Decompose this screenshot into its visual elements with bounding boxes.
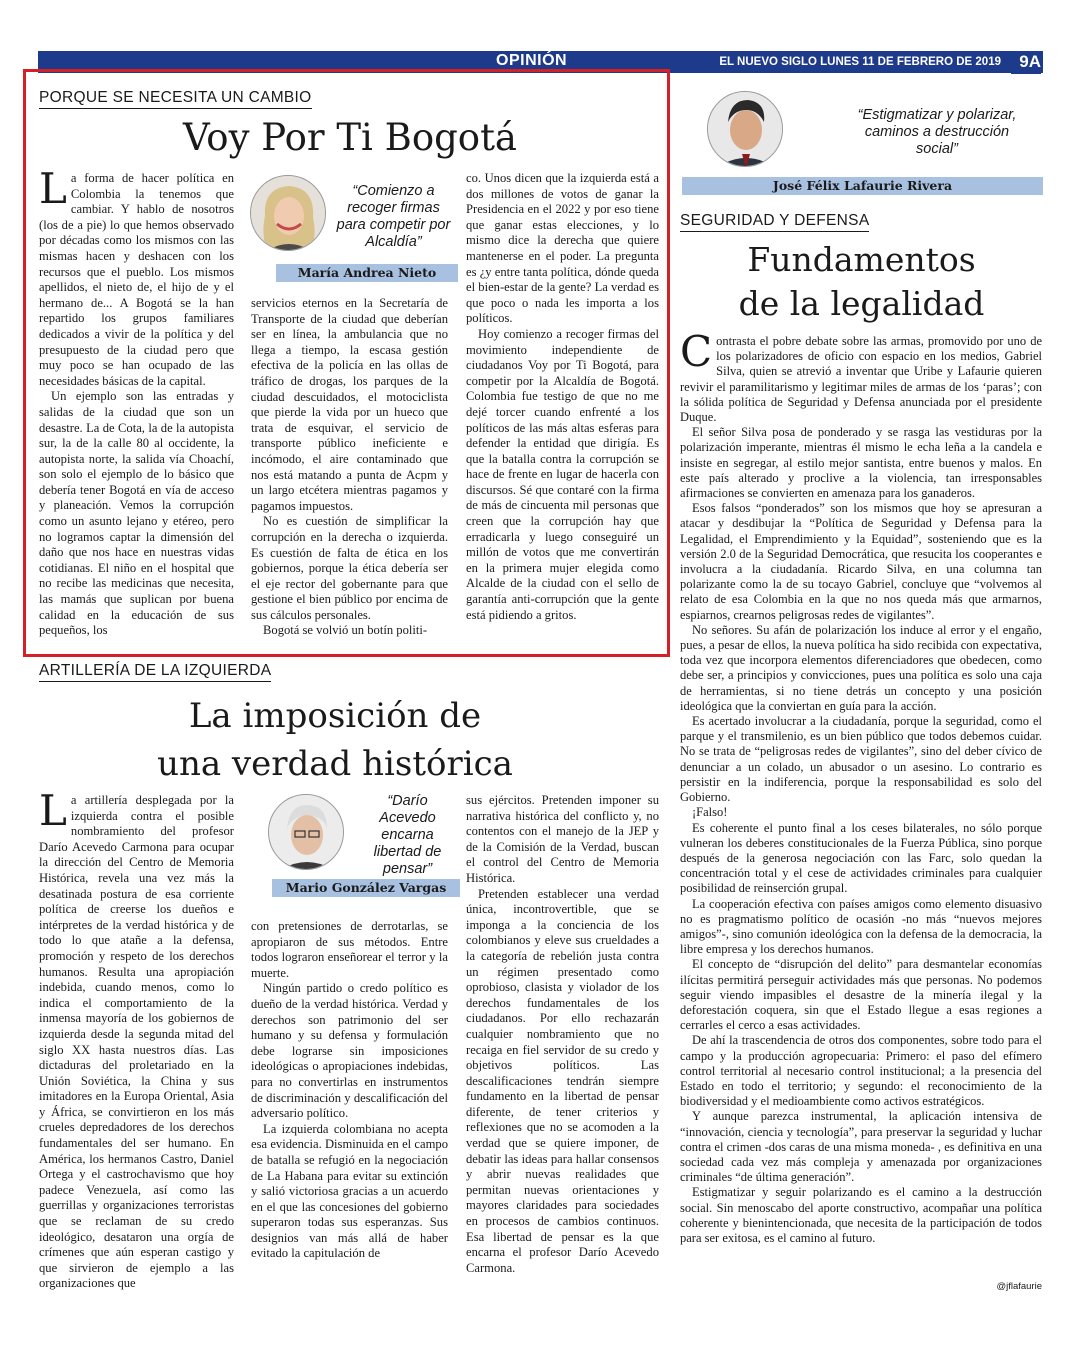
article1-column-2 <box>251 296 448 639</box>
paragraph: El concepto de “disrupción del delito” para desmantelar economías ilícitas permitirá perseguir actividades más que personas. No podemos seguir viendo impasibles el desastre de la minería ilegal y la deforestación coquera, sin que el Estado llegue a esas regiones a cerrarles el cerco a esas actividades. <box>680 957 1042 1033</box>
article2-column-2 <box>251 919 448 1262</box>
paragraph: No es cuestión de simplificar la corrupción en la derecha o izquierda. Es cuestión de falta de ética en los gobiernos, porque la ética debería ser el eje rector del gobernante para que gestione el bien público por encima de sus cálculos personales. <box>251 514 448 622</box>
paper-date: EL NUEVO SIGLO LUNES 11 DE FEBRERO DE 2019 <box>719 56 1001 68</box>
article2-column-1 <box>39 786 234 1292</box>
paragraph: Ningún partido o credo político es dueño de la verdad histórica. Verdad y derechos son patrimonio del ser humano y su defensa y formulación debe lograrse sin imposiciones ideológicas o apropiaciones indebidas, para no convertirlas en instrumentos de discriminación y descalificación del adversario político. <box>251 981 448 1121</box>
pull-quote: “Comienzo a recoger firmas para competir por Alcaldía” <box>336 183 451 250</box>
author-photo <box>707 91 783 167</box>
headline-line-1: La imposición de <box>188 696 482 736</box>
paragraph: No señores. Su afán de polarización los induce al error y el engaño, pues, a pesar de ellos, la nueva política ha sido recibida con expectativa, toda vez que incorpora elementos diferenciadores que obedecen, como debe ser, a principios y convicciones, pues una política es solo una caja de herramientas, si no tiene detrás un concepto y una posición ideológica que la conviertan en guía para la acción. <box>680 622 1042 713</box>
pull-quote: “Estigmatizar y polarizar, caminos a destrucción social” <box>857 107 1017 157</box>
article2-headline <box>40 692 630 788</box>
paragraph: Estigmatizar y seguir polarizando es el camino a la destrucción social. Sin menoscabo del aporte constructivo, acompañar una política coherente y bienintencionada, que necesita de la participación de todos para ser exitosa, es el camino al futuro. <box>680 1185 1042 1245</box>
author-photo <box>268 794 344 870</box>
article3-column <box>680 327 1042 1246</box>
article1-column-3 <box>466 171 659 623</box>
headline-line-2: de la legalidad <box>738 284 985 323</box>
article2-kicker: ARTILLERÍA DE LA IZQUIERDA <box>39 662 271 682</box>
article1-column-1 <box>39 164 234 639</box>
paragraph: servicios eternos en la Secretaría de Transporte de la ciudad que deberían ser en línea, la ambulancia que no llega a tiempo, la escasa gestión efectiva de la policía en las ollas de tráfico de drogas, los parques de la ciudad descuidados, el motociclista que pierde la vida por un hueco que trata de esquivar, el servicio de transporte público ineficiente e incómodo, el aire contaminado que nos está matando a punta de Acpm y un largo etcétera mientras pagamos y pagamos impuestos. <box>251 296 448 513</box>
paragraph: La cooperación efectiva con países amigos como elemento disuasivo no es pragmatismo político de ocasión -no más “nuevos mejores amigos”-, sino comunión ideológica con la defensa de la democracia, la libre empresa y los derechos humanos. <box>680 896 1042 957</box>
paragraph: La izquierda colombiana no acepta esa evidencia. Disminuida en el campo de batalla se refugió en la negociación de La Habana para evitar su extinción y salió victoriosa gracias a un acuerdo en el que las concesiones del gobierno superaron todas sus esperanzas. Sus designios van más allá de haber evitado la capitulación de <box>251 1121 448 1261</box>
section-title: OPINIÓN <box>496 52 568 69</box>
author-signature: @jflafaurie <box>996 1281 1042 1292</box>
article2-author-box <box>250 790 460 902</box>
paragraph: Un ejemplo son las entradas y salidas de la ciudad que son un desastre. La de Cota, la de la autopista sur, la de la calle 80 al occidente, la autopista norte, la salida vía Choachí, son solo el ejemplo de lo básico que debería tener Bogotá en vía de acceso y planeación. Vemos la corrupción como un asunto lejano y etéreo, pero no logramos captar la dimensión del daño que nos hace en nuestras vidas cotidianas. El niño en el hospital que no recibe las medicinas que necesita, las mamás que suplican por buena calidad en la educación de sus pequeños, los <box>39 389 234 638</box>
article3-author-box <box>682 89 1043 197</box>
paragraph: ¡Falso! <box>692 805 728 820</box>
paragraph: Bogotá se volvió un botín politi- <box>263 623 428 638</box>
paragraph: Pretenden establecer una verdad única, incontrovertible, que se imponga a la conciencia de los colombianos y eleve sus crueldades a la categoría de rebelión justa contra un régimen presentado como oprobioso, clasista y violador de los derechos fundamentales de los ciudadanos. Por ello rechazarán cualquier nombramiento que no recaiga en fiel servidor de su credo y objetivos políticos. Las descalificaciones tendrán siempre fundamento en la libertad de pensar diferente, de tener criterios y reflexiones que no se acomoden a la verdad que se quiere imponer, de debatir las ideas para hallar consensos y abrir nuevas realidades que permitan nuevas orientaciones y mayores claridades para sociedades en procesos de cambios continuos. Esa libertad de pensar es la que encarna el profesor Darío Acevedo Carmona. <box>466 886 659 1275</box>
article1-kicker: PORQUE SE NECESITA UN CAMBIO <box>39 89 312 109</box>
paragraph: a artillería desplegada por la izquierda contra el posible nombramiento del profesor Darío Acevedo Carmona para ocupar la dirección del Centro de Memoria Histórica, revela una vez más la desatinada postura de esa corriente política de creerse los dueños e intérpretes de la verdad histórica y de todo lo que atañe a la defensa, promoción y respeto de los derechos humanos. Resulta una apropiación indebida, cuando menos, como lo indica el comportamiento de la inmensa mayoría de los gobiernos de izquierda desde la segunda mitad del siglo XX hasta nuestros días. Las dictaduras del proletariado en la Unión Soviética, la China y sus imitadores en la Europa Oriental, Asia y África, se convirtieron en los más crueles depredadores de los derechos fundamentales del ser humano. En América, los hermanos Castro, Daniel Ortega y el castrochavismo que hoy padece Venezuela, así como las guerrillas y organizaciones terroristas que se reclaman de su credo ideológico, desataron una orgía de crímenes que aún esperan castigo y que sirvieron de ejemplo a las organizaciones que <box>39 793 234 1291</box>
headline-line-2: una verdad histórica <box>157 744 513 784</box>
dropcap: L <box>39 786 67 835</box>
dropcap: L <box>39 164 67 213</box>
author-name: Mario González Vargas <box>272 879 460 897</box>
paragraph: Hoy comienzo a recoger firmas del movimiento independiente de ciudadanos Voy por Ti Bogotá, para competir por la Alcaldía de Bogotá. Colombia fue testigo de que no me dejé torcer cuando enfrenté a los políticos de las más altas esferas para defender la entidad que dirigía. Es que la batalla contra la corrupción se hace de frente en lugar de hacerla con discursos. Sé que contaré con la firma de más de cincuenta mil personas que creen que la corrupción hay que erradicarla y luego conseguiré un millón de votos que me convertirán en la primera mujer elegida como Alcalde de la ciudad con el sello de garantía anti-corrupción que la gente está pidiendo a gritos. <box>466 326 659 622</box>
paragraph: ontrasta el pobre debate sobre las armas, promovido por uno de los polarizadores de oficio con espacio en los medios, Gabriel Silva, quien se atrevió a inventar que Uribe y Lafaurie quieren revivir el paramilitarismo y legitimar miles de armas de los ‘paras’; con la sólida política de Seguridad y Defensa anunciada por el presidente Duque. <box>680 334 1042 425</box>
page-number: 9A <box>1011 52 1041 74</box>
article3-kicker: SEGURIDAD Y DEFENSA <box>680 212 869 232</box>
article1-author-box <box>248 170 458 285</box>
paragraph: co. Unos dicen que la izquierda está a dos millones de votos de ganar la Presidencia en el 2022 y por eso tiene que ganar estas elecciones, y lo mismo dice la derecha que quiere mantenerse en el poder. La pregunta es ¿y entre tanta política, dónde queda el bien-estar de la gente? La verdad es que poco o nada les importa a los políticos. <box>466 171 659 326</box>
paragraph: De ahí la trascendencia de otros dos componentes, sobre todo para el campo y la producción agropecuaria: Primero: el paso del efímero control territorial al necesario control institucional; a la presencia del Estado en todo el territorio; y segundo: el reconocimiento de la biodiversidad y el medioambiente como activos estratégicos. <box>680 1033 1042 1109</box>
article3-headline <box>680 238 1043 326</box>
article2-column-3 <box>466 793 659 1276</box>
author-photo <box>250 175 326 251</box>
paragraph: con pretensiones de derrotarlas, se apropiaron de sus métodos. Entre todos lograron enseñorear el terror y la muerte. <box>251 919 448 980</box>
paragraph: Y aunque parezca instrumental, la aplicación intensiva de “innovación, ciencia y tecnología”, para preservar la seguridad y luchar contra el crimen -dos caras de una misma moneda- , es definitiva en una sociedad cada vez más compleja y amenazada por organizaciones criminales “de última generación”. <box>680 1109 1042 1185</box>
headline-line-1: Fundamentos <box>747 240 976 279</box>
paragraph: a forma de hacer política en Colombia la tenemos que cambiar. Y hablo de nosotros (los de a pie) lo que hemos observado por décadas como los mismos con las mismas hacen y deshacen con los recursos que el pueblo. Los mismos apellidos, el nieto de, el hijo de y el hermano de... A Bogotá se la han repartido los grupos familiares dedicados a vivir de la política y del presupuesto de la ciudad pero que muy poco se han ocupado de las necesidades básicas de la capital. <box>39 171 234 388</box>
paragraph: El señor Silva posa de ponderado y se rasga las vestiduras por la polarización imperante, mientras él mismo le echa leña a la candela e insiste en segregar, al estilo mejor santista, entre buenos y malos. En este país alterado y proclive a la violencia, tan irresponsables afirmaciones se convierten en amenaza para los ganaderos. <box>680 425 1042 501</box>
author-name: José Félix Lafaurie Rivera <box>682 177 1043 195</box>
pull-quote: “Darío Acevedo encarna libertad de pensar” <box>373 793 442 877</box>
author-name: María Andrea Nieto <box>276 264 458 282</box>
paragraph: Es acertado involucrar a la ciudadanía, porque la seguridad, como el parque y el transmilenio, es un bien público que todos debemos cuidar. No se trata de “peligrosas redes de vigilantes”, sino del deber cívico de denunciar a un colado, un abusador o un asesino. Lo contrario es persistir en la indiferencia, porque la responsabilidad es solo del Gobierno. <box>680 714 1042 805</box>
paragraph: sus ejércitos. Pretenden imponer su narrativa histórica del conflicto y, no contentos con el manejo de la JEP y de la Comisión de la Verdad, buscan el control del Centro de Memoria Histórica. <box>466 793 659 885</box>
dropcap: C <box>680 327 713 376</box>
article1-headline: Voy Por Ti Bogotá <box>182 116 517 159</box>
paragraph: Es coherente el punto final a los ceses bilaterales, no sólo porque vulneran los deberes constitucionales de la Fuerza Pública, sino porque después de la generosa negociación con las Farc, solo quedan la concentración total y el cese de actividades criminales para cualquier posibilidad de reinserción grupal. <box>680 820 1042 896</box>
paragraph: Esos falsos “ponderados” son los mismos que hoy se apresuran a atacar y desdibujar la “Política de Seguridad y Defensa para la Legalidad, el Emprendimiento y la Equidad”, sosteniendo que es la versión 2.0 de la Seguridad Democrática, que resucita los cooperantes e involucra a la ciudadanía. Ricardo Silva, en una columna tan polarizante como la de su tocayo Gabriel, concluye que “volvemos al relato de esa Colombia en la que no nos queda más que armarnos, espiarnos, crearnos peligrosas redes de vigilantes”. <box>680 501 1042 622</box>
